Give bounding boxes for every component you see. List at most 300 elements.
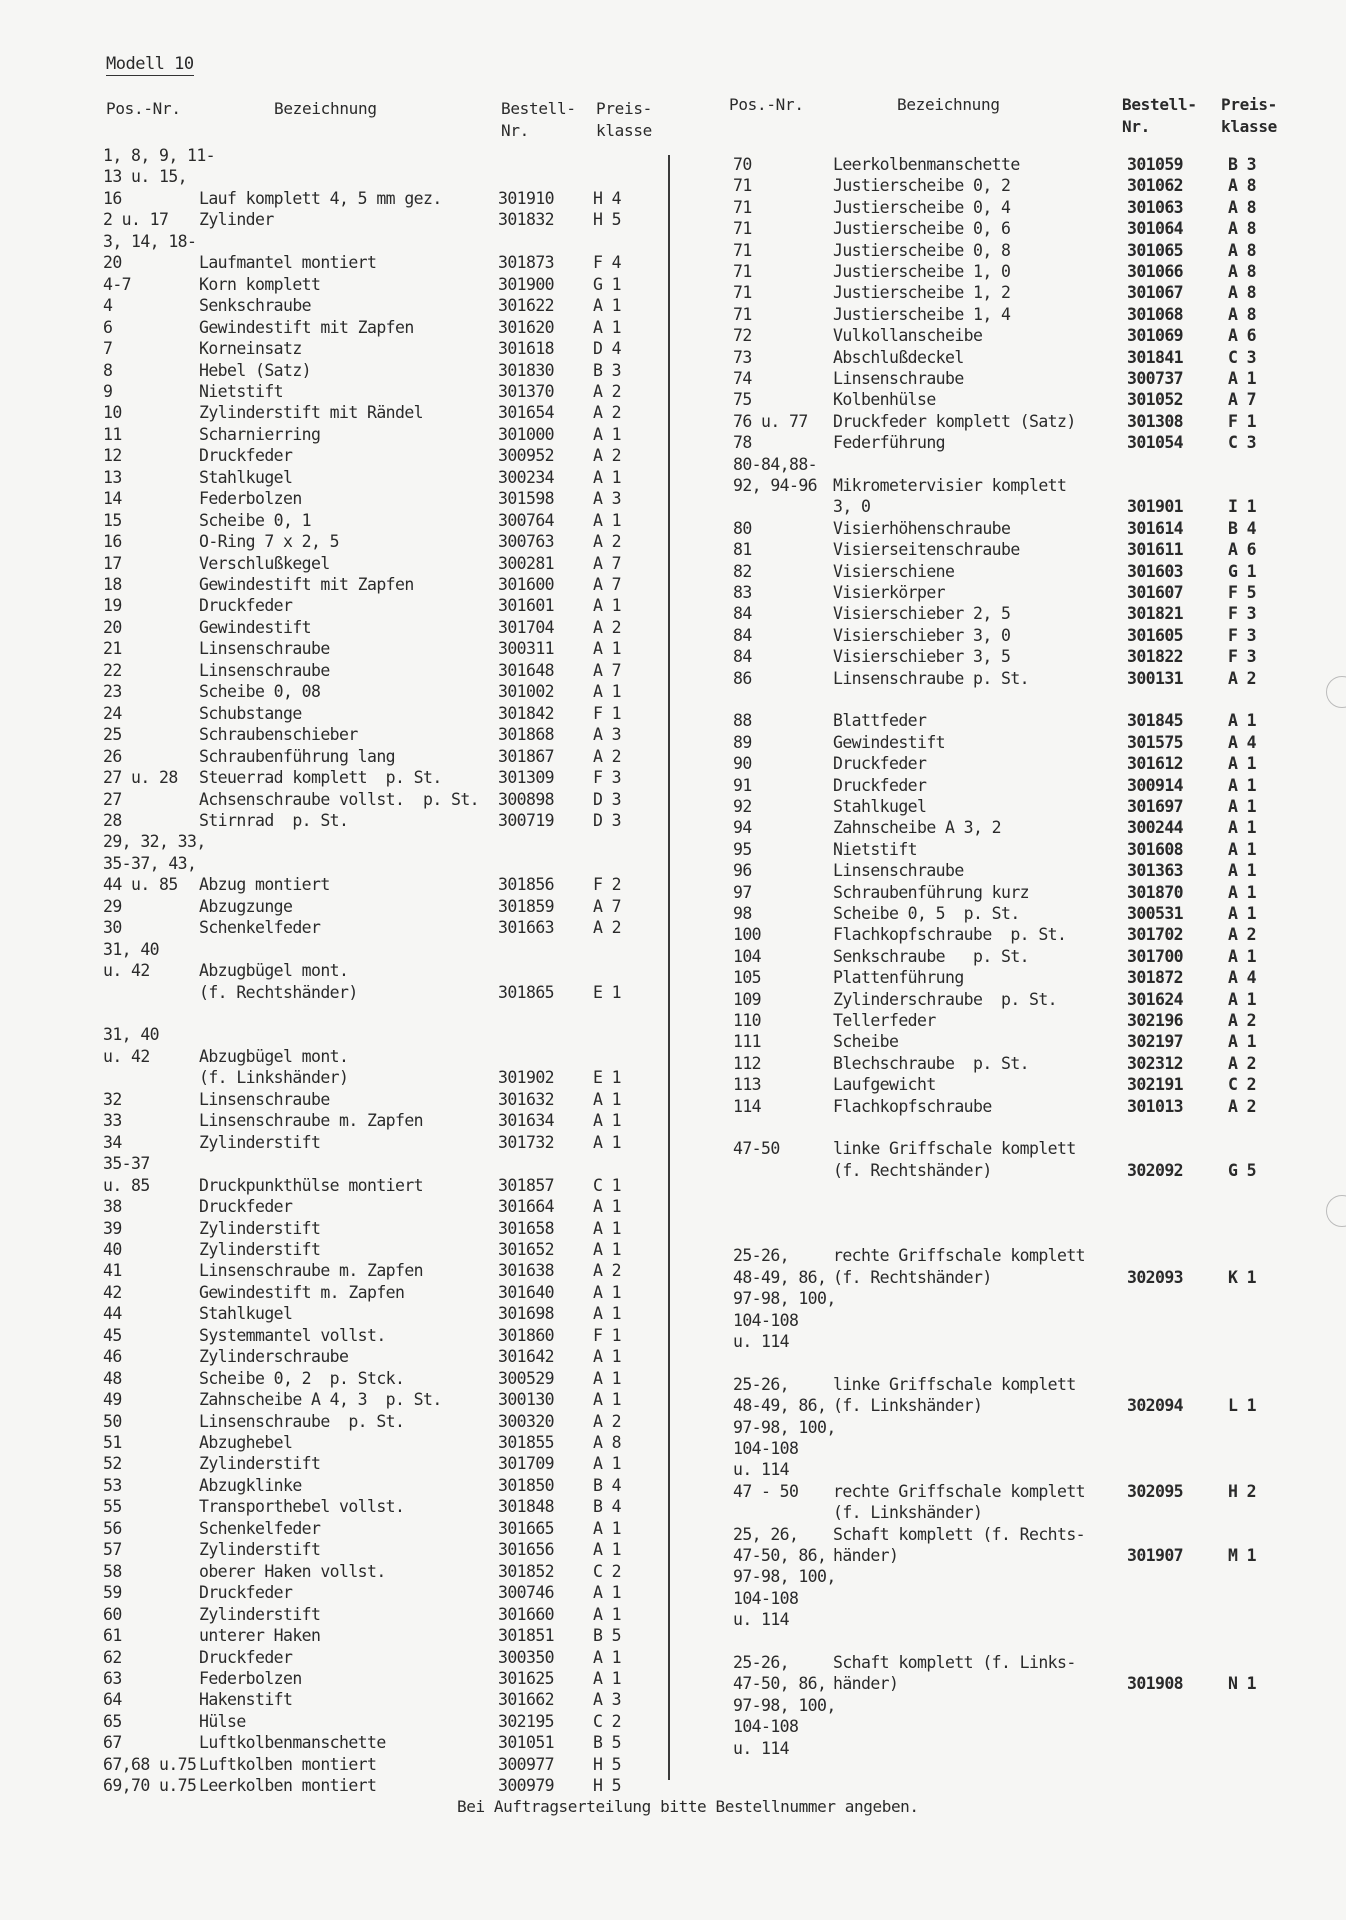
cell-pos: 51 [103, 1433, 122, 1452]
cell-pos: 46 [103, 1347, 122, 1367]
cell-bez: händer) [833, 1674, 899, 1694]
cell-best: 300719 [498, 810, 555, 830]
cell-preis: A 2 [593, 532, 622, 552]
cell-preis: M 1 [1228, 1546, 1257, 1565]
cell-pos: 21 [103, 639, 122, 659]
cell-bez: Scheibe 0, 2 p. Stck. [199, 1368, 405, 1388]
cell-best: 301709 [498, 1454, 555, 1474]
cell-preis: A 1 [593, 1604, 622, 1624]
cell-preis: A 2 [593, 403, 622, 423]
cell-bez: Abzug montiert [199, 875, 330, 895]
cell-pos: 25 [103, 725, 122, 745]
cell-best: 301870 [1127, 882, 1184, 902]
cell-pos: 104-108 [733, 1439, 799, 1458]
cell-best: 301821 [1127, 604, 1184, 624]
cell-best: 301614 [1127, 518, 1184, 538]
header-pos-nr: Pos.-Nr. [106, 99, 181, 118]
cell-preis: A 1 [593, 510, 622, 530]
cell-best: 301000 [498, 424, 555, 444]
cell-preis: A 1 [593, 1668, 622, 1688]
cell-best: 302197 [1127, 1032, 1184, 1052]
cell-preis: A 1 [593, 296, 622, 316]
cell-best: 301832 [498, 210, 555, 230]
cell-pos: 63 [103, 1668, 122, 1688]
cell-pos: 47-50 [733, 1139, 780, 1159]
cell-pos: 78 [733, 433, 752, 453]
cell-preis: A 1 [1228, 797, 1257, 816]
cell-pos: 76 u. 77 [733, 411, 808, 431]
cell-preis: A 1 [593, 639, 622, 659]
cell-best: 301873 [498, 253, 555, 273]
cell-best: 301612 [1127, 754, 1184, 774]
left-table-header [106, 98, 666, 144]
cell-pos: 111 [733, 1032, 762, 1052]
cell-bez: Druckfeder [199, 1197, 293, 1217]
cell-bez: linke Griffschale komplett [833, 1139, 1076, 1159]
cell-bez: Luftkolbenmanschette [199, 1733, 386, 1753]
cell-best: 301063 [1127, 197, 1184, 217]
cell-pos: 84 [733, 647, 752, 667]
cell-bez: Zylinderstift [199, 1132, 321, 1152]
cell-preis: F 1 [1228, 411, 1257, 431]
cell-best: 302092 [1127, 1160, 1184, 1180]
cell-bez: oberer Haken vollst. [199, 1561, 386, 1581]
cell-pos: 35-37, 43, [103, 853, 197, 873]
cell-bez: Korneinsatz [199, 339, 302, 359]
cell-preis: C 2 [593, 1561, 622, 1581]
cell-preis: H 5 [593, 210, 622, 230]
cell-pos: 3, 14, 18- [103, 231, 197, 251]
cell-bez: Transporthebel vollst. [199, 1497, 405, 1517]
cell-preis: H 5 [593, 1754, 622, 1774]
cell-bez: Justierscheibe 0, 6 [833, 219, 1011, 239]
cell-best: 301859 [498, 896, 555, 916]
cell-preis: A 1 [593, 424, 622, 444]
cell-best: 301662 [498, 1690, 555, 1710]
cell-bez: O-Ring 7 x 2, 5 [199, 532, 340, 552]
cell-best: 301908 [1127, 1674, 1184, 1694]
cell-best: 301901 [1127, 497, 1184, 517]
cell-preis: A 1 [1228, 989, 1257, 1009]
cell-bez: Linsenschraube [199, 660, 330, 680]
cell-pos: 82 [733, 561, 752, 581]
punch-hole-mark [1326, 1195, 1346, 1227]
cell-preis: B 4 [1228, 518, 1257, 538]
cell-pos: 11 [103, 424, 122, 444]
cell-preis: F 5 [1228, 583, 1257, 602]
cell-pos: 17 [103, 553, 122, 573]
cell-pos: 20 [103, 617, 122, 637]
cell-bez: Hebel (Satz) [199, 360, 312, 380]
cell-pos: 13 [103, 467, 122, 487]
cell-pos: 27 [103, 789, 122, 809]
cell-pos: 41 [103, 1261, 122, 1281]
cell-bez: Visierseitenschraube [833, 540, 1020, 560]
cell-bez: Abzugbügel mont. [199, 1046, 349, 1066]
cell-preis: E 1 [593, 982, 622, 1002]
cell-bez: Gewindestift mit Zapfen [199, 317, 414, 337]
cell-pos: 44 [103, 1304, 122, 1324]
cell-bez: Druckfeder [199, 1583, 293, 1603]
cell-best: 301069 [1127, 326, 1184, 346]
cell-bez: Druckfeder [833, 754, 927, 774]
cell-pos: 25-26, [733, 1246, 790, 1266]
cell-bez: (f. Linkshänder) [199, 1068, 349, 1088]
cell-bez: Linsenschraube [833, 369, 964, 388]
cell-preis: A 3 [593, 489, 622, 509]
page-title: Modell 10 [106, 54, 194, 74]
cell-preis: A 8 [1228, 283, 1257, 303]
cell-pos: 38 [103, 1197, 122, 1217]
cell-bez: Schraubenführung lang [199, 746, 396, 766]
cell-pos: 56 [103, 1518, 122, 1538]
cell-best: 301658 [498, 1218, 555, 1238]
cell-bez: Abzughebel [199, 1433, 293, 1452]
cell-best: 301704 [498, 617, 555, 637]
cell-bez: Stahlkugel [199, 467, 293, 487]
cell-bez: Linsenschraube [199, 639, 330, 659]
cell-bez: rechte Griffschale komplett [833, 1246, 1086, 1266]
cell-bez: Zahnscheibe A 4, 3 p. St. [199, 1390, 442, 1410]
cell-pos: u. 114 [733, 1610, 790, 1630]
cell-preis: G 1 [1228, 561, 1257, 581]
cell-best: 302312 [1127, 1053, 1184, 1073]
cell-bez: Scheibe 0, 1 [199, 510, 312, 530]
cell-preis: B 3 [593, 360, 622, 380]
cell-preis: G 5 [1228, 1160, 1257, 1180]
cell-pos: 58 [103, 1561, 122, 1581]
cell-best: 301872 [1127, 968, 1184, 988]
cell-pos: 48-49, 86, [733, 1396, 827, 1416]
cell-bez: Abzugbügel mont. [199, 961, 349, 981]
cell-pos: 97-98, 100, [733, 1289, 836, 1309]
cell-preis: A 2 [1228, 1053, 1257, 1073]
cell-best: 301852 [498, 1561, 555, 1581]
cell-bez: Druckfeder [833, 775, 927, 795]
cell-best: 301868 [498, 725, 555, 745]
cell-best: 301845 [1127, 711, 1184, 731]
cell-bez: händer) [833, 1546, 899, 1565]
cell-preis: A 1 [593, 1518, 622, 1538]
cell-bez: Zylinderstift [199, 1239, 321, 1259]
cell-bez: Nietstift [833, 839, 918, 859]
cell-preis: A 3 [593, 1690, 622, 1710]
cell-best: 301308 [1127, 411, 1184, 431]
cell-pos: 88 [733, 711, 752, 731]
cell-best: 300737 [1127, 369, 1184, 388]
cell-bez: Flachkopfschraube p. St. [833, 925, 1067, 945]
cell-best: 302093 [1127, 1267, 1184, 1287]
cell-best: 302095 [1127, 1481, 1184, 1501]
cell-bez: Justierscheibe 1, 2 [833, 283, 1011, 303]
cell-bez: Abzugzunge [199, 896, 293, 916]
cell-preis: A 2 [1228, 1011, 1257, 1030]
cell-pos: 75 [733, 390, 752, 410]
cell-best: 300914 [1127, 775, 1184, 795]
cell-pos: 97 [733, 882, 752, 902]
cell-preis: B 3 [1228, 155, 1257, 174]
cell-pos: 15 [103, 510, 122, 530]
cell-pos: 61 [103, 1626, 122, 1646]
cell-pos: 57 [103, 1540, 122, 1560]
cell-bez: rechte Griffschale komplett [833, 1481, 1086, 1501]
cell-preis: C 1 [593, 1175, 622, 1195]
cell-best: 301622 [498, 296, 555, 316]
cell-best: 301907 [1127, 1546, 1184, 1565]
cell-pos: 74 [733, 369, 752, 388]
cell-preis: A 1 [1228, 882, 1257, 902]
cell-best: 301648 [498, 660, 555, 680]
cell-bez: Federbolzen [199, 489, 302, 509]
cell-preis: A 1 [593, 1583, 622, 1603]
cell-pos: 104 [733, 946, 762, 966]
cell-pos: 84 [733, 625, 752, 645]
cell-pos: u. 114 [733, 1738, 790, 1758]
cell-bez: Visierschieber 2, 5 [833, 604, 1011, 624]
cell-preis: A 6 [1228, 326, 1257, 346]
cell-best: 301865 [498, 982, 555, 1002]
cell-bez: Gewindestift m. Zapfen [199, 1282, 405, 1302]
cell-bez: Korn komplett [199, 274, 321, 294]
cell-bez: Justierscheibe 1, 0 [833, 262, 1011, 281]
cell-pos: 29, 32, 33, [103, 832, 206, 852]
cell-preis: D 4 [593, 339, 622, 359]
cell-best: 301051 [498, 1733, 555, 1753]
cell-best: 300320 [498, 1411, 555, 1431]
cell-preis: A 1 [593, 1454, 622, 1474]
cell-preis: A 1 [593, 1218, 622, 1238]
cell-bez: Scheibe 0, 5 p. St. [833, 904, 1020, 923]
cell-preis: A 7 [1228, 390, 1257, 410]
cell-bez: Blattfeder [833, 711, 927, 731]
cell-pos: 84 [733, 604, 752, 624]
cell-best: 300746 [498, 1583, 555, 1603]
cell-bez: Mikrometervisier komplett [833, 476, 1067, 495]
cell-best: 300350 [498, 1647, 555, 1667]
cell-preis: A 2 [593, 1261, 622, 1281]
cell-preis: A 7 [593, 575, 622, 594]
cell-preis: H 5 [593, 1776, 622, 1796]
cell-best: 301654 [498, 403, 555, 423]
cell-pos: 69,70 u.75 [103, 1776, 197, 1796]
cell-pos: 96 [733, 861, 752, 881]
cell-preis: A 8 [593, 1433, 622, 1452]
cell-best: 300763 [498, 532, 555, 552]
cell-pos: 81 [733, 540, 752, 560]
cell-pos: 60 [103, 1604, 122, 1624]
cell-preis: A 1 [593, 467, 622, 487]
cell-bez: Justierscheibe 0, 8 [833, 240, 1011, 260]
cell-bez: Lauf komplett 4, 5 mm gez. [199, 188, 442, 208]
cell-pos: 25-26, [733, 1374, 790, 1394]
cell-bez: Federbolzen [199, 1668, 302, 1688]
cell-pos: 89 [733, 732, 752, 752]
cell-bez: Linsenschraube p. St. [833, 668, 1030, 688]
cell-preis: A 2 [1228, 668, 1257, 688]
cell-pos: 13 u. 15, [103, 167, 188, 187]
cell-pos: 92, 94-96 [733, 476, 818, 495]
cell-pos: 71 [733, 176, 752, 196]
cell-bez: Visierschieber 3, 0 [833, 625, 1011, 645]
cell-pos: 67 [103, 1733, 122, 1753]
cell-bez: Vulkollanscheibe [833, 326, 983, 346]
cell-pos: 35-37 [103, 1154, 150, 1174]
cell-best: 302195 [498, 1711, 555, 1731]
cell-best: 301054 [1127, 433, 1184, 453]
cell-pos: u. 42 [103, 1046, 150, 1066]
cell-preis: A 1 [593, 1540, 622, 1560]
cell-preis: A 6 [1228, 540, 1257, 560]
cell-bez: Druckfeder [199, 1647, 293, 1667]
cell-bez: Gewindestift mit Zapfen [199, 575, 414, 594]
cell-bez: Zylinder [199, 210, 274, 230]
cell-best: 301900 [498, 274, 555, 294]
cell-best: 301068 [1127, 304, 1184, 324]
cell-best: 300234 [498, 467, 555, 487]
cell-best: 300529 [498, 1368, 555, 1388]
cell-best: 301698 [498, 1304, 555, 1324]
cell-pos: 28 [103, 810, 122, 830]
cell-best: 301002 [498, 682, 555, 702]
cell-best: 301702 [1127, 925, 1184, 945]
cell-best: 301611 [1127, 540, 1184, 560]
cell-pos: 7 [103, 339, 113, 359]
cell-pos: 22 [103, 660, 122, 680]
cell-bez: Zylinderstift [199, 1604, 321, 1624]
cell-bez: Zahnscheibe A 3, 2 [833, 818, 1002, 838]
cell-preis: A 1 [593, 1304, 622, 1324]
cell-pos: 4-7 [103, 274, 132, 294]
cell-best: 301052 [1127, 390, 1184, 410]
cell-pos: 4 [103, 296, 113, 316]
cell-best: 301902 [498, 1068, 555, 1088]
cell-preis: B 5 [593, 1626, 622, 1646]
cell-pos: 44 u. 85 [103, 875, 178, 895]
cell-pos: 71 [733, 219, 752, 239]
cell-pos: 71 [733, 283, 752, 303]
cell-preis: F 3 [1228, 647, 1257, 667]
cell-preis: B 4 [593, 1497, 622, 1517]
cell-preis: F 3 [1228, 604, 1257, 624]
cell-best: 301842 [498, 703, 555, 723]
cell-best: 301830 [498, 360, 555, 380]
cell-best: 301607 [1127, 583, 1184, 602]
cell-bez: Scheibe 0, 08 [199, 682, 321, 702]
cell-pos: 1, 8, 9, 11- [103, 146, 216, 165]
cell-best: 300131 [1127, 668, 1184, 688]
cell-bez: unterer Haken [199, 1626, 321, 1646]
cell-best: 301857 [498, 1175, 555, 1195]
cell-pos: 97-98, 100, [733, 1695, 836, 1715]
cell-best: 300979 [498, 1776, 555, 1796]
cell-best: 301856 [498, 875, 555, 895]
cell-pos: 83 [733, 583, 752, 602]
cell-preis: A 1 [1228, 861, 1257, 881]
cell-pos: 31, 40 [103, 939, 160, 959]
cell-best: 301851 [498, 1626, 555, 1646]
right-parts-list [733, 155, 1293, 1795]
cell-pos: u. 114 [733, 1332, 790, 1351]
cell-pos: 24 [103, 703, 122, 723]
cell-pos: 12 [103, 446, 122, 466]
cell-preis: A 2 [593, 746, 622, 766]
cell-bez: Zylinderstift [199, 1540, 321, 1560]
cell-bez: Stahlkugel [199, 1304, 293, 1324]
cell-best: 301860 [498, 1325, 555, 1345]
cell-preis: D 3 [593, 810, 622, 830]
cell-best: 301640 [498, 1282, 555, 1302]
cell-pos: 26 [103, 746, 122, 766]
cell-preis: G 1 [593, 274, 622, 294]
cell-pos: 80 [733, 518, 752, 538]
cell-best: 301855 [498, 1433, 555, 1452]
cell-bez: Leerkolben montiert [199, 1776, 377, 1796]
cell-best: 302196 [1127, 1011, 1184, 1030]
cell-pos: 47-50, 86, [733, 1546, 827, 1565]
cell-pos: 114 [733, 1096, 762, 1116]
cell-bez: Flachkopfschraube [833, 1096, 992, 1116]
cell-pos: 29 [103, 896, 122, 916]
cell-bez: Steuerrad komplett p. St. [199, 768, 442, 788]
cell-best: 301620 [498, 317, 555, 337]
cell-bez: Senkschraube [199, 296, 312, 316]
cell-best: 301638 [498, 1261, 555, 1281]
cell-bez: Nietstift [199, 381, 284, 401]
cell-preis: A 1 [593, 1197, 622, 1217]
header-bestell-nr: Bestell- Nr. [1122, 95, 1197, 136]
cell-bez: Zylinderstift [199, 1218, 321, 1238]
cell-best: 301910 [498, 188, 555, 208]
cell-bez: Laufgewicht [833, 1075, 936, 1095]
cell-preis: H 4 [593, 188, 622, 208]
cell-pos: 16 [103, 188, 122, 208]
cell-pos: 45 [103, 1325, 122, 1345]
cell-preis: K 1 [1228, 1267, 1257, 1287]
cell-pos: 97-98, 100, [733, 1417, 836, 1437]
cell-best: 301598 [498, 489, 555, 509]
cell-preis: A 1 [593, 596, 622, 616]
cell-pos: 19 [103, 596, 122, 616]
cell-best: 301624 [1127, 989, 1184, 1009]
cell-bez: Justierscheibe 0, 2 [833, 176, 1011, 196]
cell-best: 300130 [498, 1390, 555, 1410]
cell-best: 301867 [498, 746, 555, 766]
cell-preis: A 2 [593, 918, 622, 938]
cell-preis: A 2 [1228, 925, 1257, 945]
cell-bez: Linsenschraube [833, 861, 964, 881]
cell-pos: 16 [103, 532, 122, 552]
cell-bez: Linsenschraube m. Zapfen [199, 1111, 424, 1131]
cell-preis: A 1 [1228, 1032, 1257, 1052]
cell-pos: 94 [733, 818, 752, 838]
column-divider [668, 155, 670, 1780]
cell-preis: A 8 [1228, 219, 1257, 239]
cell-pos: 97-98, 100, [733, 1567, 836, 1587]
cell-best: 301608 [1127, 839, 1184, 859]
cell-bez: Linsenschraube m. Zapfen [199, 1261, 424, 1281]
cell-preis: F 1 [593, 1325, 622, 1345]
cell-pos: 34 [103, 1132, 122, 1152]
cell-pos: 53 [103, 1475, 122, 1495]
cell-preis: E 1 [593, 1068, 622, 1088]
cell-preis: A 1 [593, 682, 622, 702]
cell-best: 301850 [498, 1475, 555, 1495]
cell-pos: 9 [103, 381, 113, 401]
cell-bez: (f. Linkshänder) [833, 1396, 983, 1416]
cell-preis: A 1 [593, 1647, 622, 1667]
cell-best: 301822 [1127, 647, 1184, 667]
cell-best: 301363 [1127, 861, 1184, 881]
